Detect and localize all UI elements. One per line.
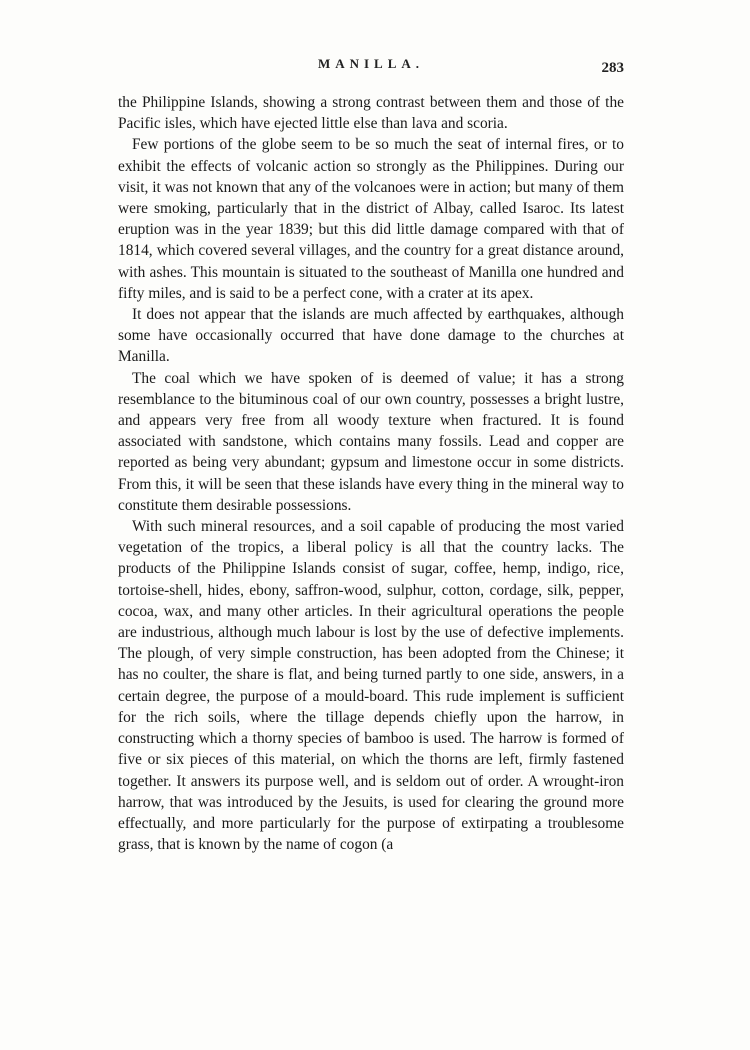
paragraph: The coal which we have spoken of is deemed of value; it has a strong resemblance to the bituminous coal of our own country, possesses a bright lustre, and appears very free from all woody texture when fractured. It is found associated with sandstone, which contains many fossils. Lead and copper are reported as being very abundant; gypsum and limestone occur in some districts. From this, it will be seen that these islands have every thing in the mineral way to constitute them desirable possessions. <box>118 369 624 514</box>
paragraph: It does not appear that the islands are much affected by earthquakes, although some have occasionally occurred that have done damage to the churches at Manilla. <box>118 306 624 366</box>
running-head <box>118 52 624 78</box>
running-title: MANILLA. <box>317 56 425 71</box>
paragraph: Few portions of the globe seem to be so much the seat of internal fires, or to exhibit the effects of volcanic action so strongly as the Philippines. During our visit, it was not known that any of the volcanoes were in action; but many of them were smoking, particularly that in the district of Albay, called Isaroc. Its latest eruption was in the year 1839; but this did little damage compared with that of 1814, which covered several villages, and the country for a great distance around, with ashes. This mountain is situated to the southeast of Manilla one hundred and fifty miles, and is said to be a perfect cone, with a crater at its apex. <box>118 136 624 302</box>
body-text <box>118 92 624 855</box>
paragraph: the Philippine Islands, showing a strong contrast between them and those of the Pacific isles, which have ejected little else than lava and scoria. <box>118 94 624 133</box>
page-number: 283 <box>601 60 624 76</box>
paragraph: With such mineral resources, and a soil capable of producing the most varied vegetation of the tropics, a liberal policy is all that the country lacks. The products of the Philippine Islands consist of sugar, coffee, hemp, indigo, rice, tortoise-shell, hides, ebony, saffron-wood, sulphur, cotton, cordage, silk, pepper, cocoa, wax, and many other articles. In their agricultural operations the people are industrious, although much labour is lost by the use of defective implements. The plough, of very simple construction, has been adopted from the Chinese; it has no coulter, the share is flat, and being turned partly to one side, answers, in a certain degree, the purpose of a mould-board. This rude implement is sufficient for the rich soils, where the tillage depends chiefly upon the harrow, in constructing which a thorny species of bamboo is used. The harrow is formed of five or six pieces of this material, on which the thorns are left, firmly fastened together. It answers its purpose well, and is seldom out of order. A wrought-iron harrow, that was introduced by the Jesuits, is used for clearing the ground more effectually, and more particularly for the purpose of extirpating a troublesome grass, that is known by the name of cogon (a <box>118 518 624 854</box>
